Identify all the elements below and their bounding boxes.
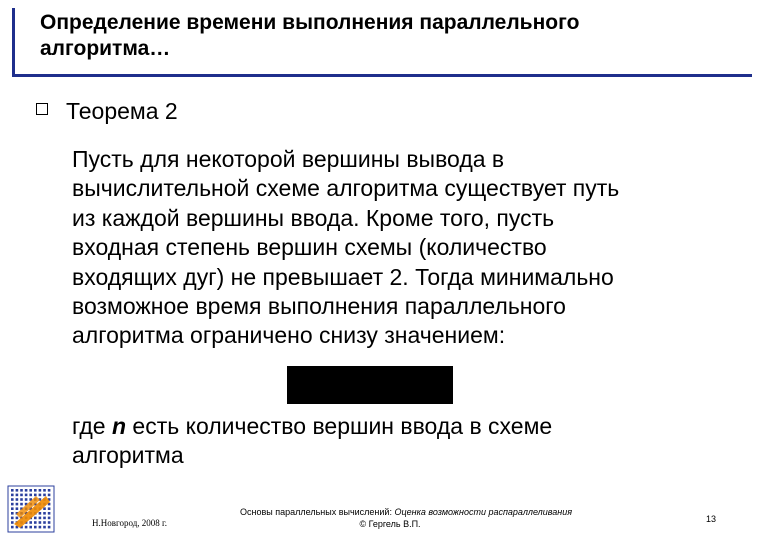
logo-dot	[48, 489, 51, 492]
logo-dot	[25, 489, 28, 492]
logo-dot	[39, 526, 42, 529]
where-line-2: алгоритма	[72, 442, 184, 469]
logo-dot	[39, 489, 42, 492]
logo-dot	[16, 489, 19, 492]
logo-dot	[43, 512, 46, 515]
logo-dot	[16, 517, 19, 520]
logo-dot	[34, 521, 37, 524]
formula-image	[287, 366, 453, 404]
logo-dot	[34, 526, 37, 529]
logo-dot	[20, 503, 23, 506]
logo-dot	[11, 494, 14, 497]
theorem-line-5: входящих дуг) не превышает 2. Тогда минимально	[72, 263, 614, 290]
logo-dot	[48, 521, 51, 524]
logo-dot	[16, 498, 19, 501]
where-line-1	[72, 412, 762, 441]
logo-dot	[48, 517, 51, 520]
logo-dot	[39, 494, 42, 497]
variable-n: n	[111, 413, 127, 439]
logo-dot	[25, 498, 28, 501]
where-rest: есть количество вершин ввода в схеме	[126, 413, 553, 439]
logo-dot	[11, 517, 14, 520]
logo-dot	[11, 521, 14, 524]
where-clause	[72, 412, 762, 471]
logo-dot	[11, 489, 14, 492]
where-prefix: где	[72, 413, 112, 439]
logo-dot	[20, 498, 23, 501]
logo-dot	[11, 503, 14, 506]
footer-author: © Гергель В.П.	[359, 519, 421, 529]
logo-dot	[48, 507, 51, 510]
logo-dot	[11, 526, 14, 529]
slide-title-line-2: алгоритма…	[40, 37, 171, 60]
footer-course-prefix: Основы параллельных вычислений:	[240, 507, 395, 517]
footer-course	[240, 506, 573, 530]
logo-dot	[39, 521, 42, 524]
theorem-line-2: вычислительной схеме алгоритма существует путь	[72, 175, 620, 202]
logo-dot	[43, 507, 46, 510]
theorem-statement	[72, 145, 762, 351]
footer-course-topic: Оценка возможности распараллеливания	[394, 507, 573, 517]
theorem-heading: Теорема 2	[66, 98, 178, 124]
logo-dot	[11, 498, 14, 501]
logo-dot	[29, 494, 32, 497]
footer-city-date: Н.Новгород, 2008 г.	[92, 518, 167, 528]
theorem-line-4: входная степень вершин схемы (количество	[72, 234, 547, 261]
slide-title-line-1: Определение времени выполнения параллельного	[40, 11, 580, 34]
logo-dot	[25, 526, 28, 529]
checkbox-bullet-icon	[36, 103, 48, 115]
logo-dot	[39, 512, 42, 515]
logo-dot	[16, 503, 19, 506]
logo-dot	[39, 517, 42, 520]
theorem-line-7: алгоритма ограничено снизу значением:	[72, 322, 506, 349]
logo-dot	[11, 507, 14, 510]
title-accent-bar	[12, 8, 15, 76]
theorem-line-1: Пусть для некоторой вершины вывода в	[72, 146, 505, 172]
logo-dot	[20, 489, 23, 492]
logo-dot	[48, 512, 51, 515]
university-logo-icon	[6, 484, 56, 534]
logo-dot	[48, 494, 51, 497]
logo-dot	[29, 521, 32, 524]
logo-dot	[34, 517, 37, 520]
logo-dot	[25, 494, 28, 497]
logo-dot	[34, 494, 37, 497]
slide-title	[40, 10, 740, 62]
logo-dot	[29, 489, 32, 492]
logo-dot	[43, 489, 46, 492]
page-number: 13	[706, 514, 717, 524]
logo-dot	[16, 507, 19, 510]
logo-dot	[43, 517, 46, 520]
logo-dot	[43, 494, 46, 497]
logo-dot	[34, 489, 37, 492]
theorem-line-6: возможное время выполнения параллельного	[72, 293, 566, 320]
logo-dot	[20, 494, 23, 497]
footer-course-line	[240, 506, 573, 518]
title-underline	[12, 74, 752, 77]
logo-dot	[16, 494, 19, 497]
logo-dot	[43, 521, 46, 524]
logo-dot	[48, 526, 51, 529]
logo-dot	[11, 512, 14, 515]
logo-dot	[43, 526, 46, 529]
theorem-line-3: из каждой вершины ввода. Кроме того, пусть	[72, 204, 555, 231]
logo-dot	[29, 526, 32, 529]
